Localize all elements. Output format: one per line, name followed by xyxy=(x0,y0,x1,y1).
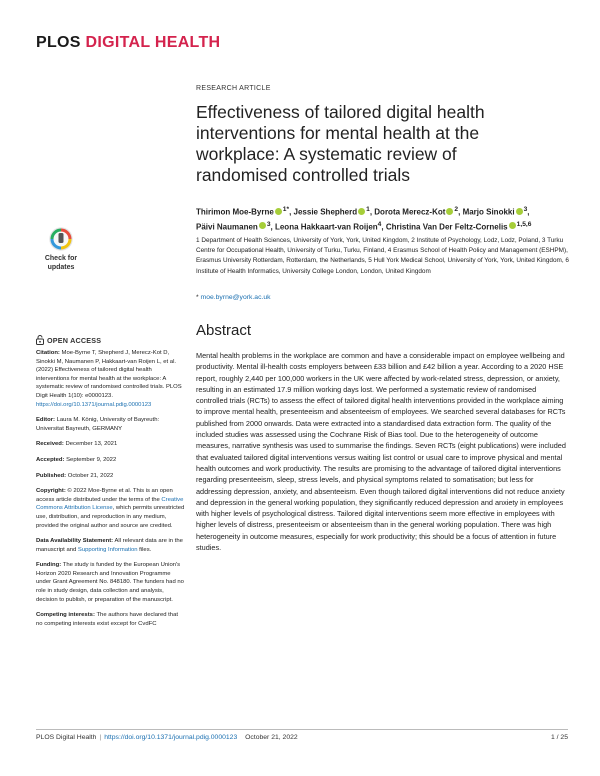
author-sup: 1* xyxy=(282,206,290,213)
check-updates-line1: Check for xyxy=(44,255,78,262)
received-block xyxy=(36,440,186,449)
author[interactable]: Marjo Sinokki xyxy=(462,207,515,217)
funding-block xyxy=(36,561,186,604)
author[interactable]: Thirimon Moe-Byrne xyxy=(196,207,274,217)
author[interactable]: Christina Van Der Feltz-Cornelis xyxy=(385,222,508,232)
copyright-text: © 2022 Moe-Byrne et al. This is an open access article distributed under the terms of the xyxy=(36,488,173,503)
orcid-icon[interactable] xyxy=(259,222,266,229)
footer-date: October 21, 2022 xyxy=(245,734,298,741)
author[interactable]: Päivi Naumanen xyxy=(196,222,258,232)
abstract-body: Mental health problems in the workplace are common and have a considerable impact on employee wellbeing and productivity. Mental ill-health costs employers between £33 billion and £42 billion a year. According to a 2020 HSE report, roughly 2,440 per 100,000 workers in the UK were affected by work-related stress, depression, or anxiety, resulting in an estimated 17.9 million working days lost. We performed a systematic review of randomised controlled trials (RCTs) to assess the effect of tailored digital health interventions provided in the workplace aiming to improve mental health, presenteeism and absenteeism of employees. We searched several databases for RCTs published from 2000 onwards. Data were extracted into a standardised data extraction form. The quality of the included studies was assessed using the Cochrane Risk of Bias tool. Due to the heterogeneity of outcome measures, narrative synthesis was used to summarise the findings. Seven RCTs (eight publications) were included that evaluated tailored digital interventions versus waiting list control or usual care to improve physical and mental health outcomes and work productivity. The results are promising to the advantage of tailored digital interventions regarding presenteeism, sleep, stress levels, and physical symptoms related to somatisation; but less for addressing depression, anxiety, and absenteeism. Even though tailored digital interventions did not reduce anxiety and depression in the general working population, they significantly reduced depression and anxiety in employees with higher levels of psychological distress. Tailored digital interventions seem more effective in employees with higher levels of distress, presenteeism or absenteeism than in the general working population. There was high heterogeneity in outcome measures, especially for work productivity; this should be a focus of attention in future studies. xyxy=(196,351,566,553)
supporting-information-link[interactable]: Supporting Information xyxy=(77,546,138,553)
footer-journal: PLOS Digital Health xyxy=(36,734,97,741)
check-for-updates-badge[interactable] xyxy=(36,227,86,282)
author-list: Thirimon Moe-Byrne $^{1*}$, Jessie Shepherd $^1$, Dorota Merecz-Kot $^2$, Marjo Sinokki $^3$, Päivi Naumanen $^3$, Leona Hakkaart-van Roijen$^4$, Christina Van Der Feltz-Cornelis $^{1,5,6}$ xyxy=(196,206,532,232)
author[interactable]: Leona Hakkaart-van Roijen xyxy=(274,222,378,232)
citation-block xyxy=(36,349,186,409)
orcid-icon[interactable] xyxy=(509,222,516,229)
open-access-label xyxy=(36,335,101,345)
accepted-date: September 9, 2022 xyxy=(66,456,117,463)
author[interactable]: Dorota Merecz-Kot xyxy=(374,207,446,217)
funding-text: The study is funded by the European Union's Horizon 2020 Research and Innovation Programme under Grant Agreement No. 848180. The funders had no role in study design, data collection and analysis, decision to publish, or preparation of the manuscript. xyxy=(36,562,184,603)
data-availability-block xyxy=(36,537,186,554)
open-access-lock-icon xyxy=(36,335,44,345)
plos-logo-text: PLOS xyxy=(36,34,81,51)
author-sup: 2 xyxy=(454,206,459,213)
published-block xyxy=(36,472,186,481)
funding-label: Funding: xyxy=(36,562,62,569)
author-sup: 3 xyxy=(266,220,271,228)
accepted-block xyxy=(36,456,186,465)
orcid-icon[interactable] xyxy=(446,208,453,215)
orcid-icon[interactable] xyxy=(275,208,282,215)
data-availability-text-end: files. xyxy=(139,546,152,553)
editor-label: Editor: xyxy=(36,417,55,424)
author-sup: 1,5,6 xyxy=(516,220,532,228)
published-date: October 21, 2022 xyxy=(67,472,114,479)
abstract-heading: Abstract xyxy=(196,322,252,339)
article-metadata-sidebar xyxy=(36,349,186,635)
copyright-text-end: , which permits unrestricted use, distribution, and reproduction in any medium, provided the original author and source are credited. xyxy=(36,505,185,529)
received-label: Received: xyxy=(36,441,64,448)
data-availability-label: Data Availability Statement: xyxy=(36,538,114,545)
check-for-updates-icon xyxy=(49,227,73,251)
editor-text: Laura M. König, University of Bayreuth: Universitat Bayreuth, GERMANY xyxy=(36,417,160,432)
orcid-icon[interactable] xyxy=(358,208,365,215)
editor-block xyxy=(36,416,186,433)
footer-doi-link[interactable]: https://doi.org/10.1371/journal.pdig.0000123 xyxy=(104,734,238,741)
author[interactable]: Jessie Shepherd xyxy=(293,207,358,217)
page-footer: PLOS Digital Health | https://doi.org/10.1371/journal.pdig.0000123 October 21, 2022 1 / 25 xyxy=(36,734,568,741)
received-date: December 13, 2021 xyxy=(65,441,118,448)
article-title: Effectiveness of tailored digital health interventions for mental health at the workplace: A systematic review of randomised controlled trials xyxy=(196,102,485,185)
copyright-label: Copyright: xyxy=(36,488,66,495)
affiliations: 1 Department of Health Sciences, University of York, York, United Kingdom, 2 Institute of Psychology, Lodz, Lodz, Poland, 3 Turku Centre for Occupational Health, University of Turku, Turku, Finland, 4 Erasmus School of Health Policy and Management (ESHPM), Erasmus University Rotterdam, Rotterdam, the Netherlands, 5 Hull York Medical School, University of York, York, United Kingdom, 6 Institute of Health Informatics, University College London, London, United Kingdom xyxy=(196,237,569,275)
author-sup: 4 xyxy=(377,220,382,228)
journal-header xyxy=(36,34,220,52)
author-sup: 3 xyxy=(523,206,528,213)
journal-name: DIGITAL HEALTH xyxy=(85,34,221,51)
correspondence-email[interactable]: moe.byrne@york.ac.uk xyxy=(200,294,271,301)
page-number: 1 / 25 xyxy=(550,734,568,741)
orcid-icon[interactable] xyxy=(516,208,523,215)
open-access-text: OPEN ACCESS xyxy=(47,335,102,345)
author-sup: 1 xyxy=(366,206,370,213)
copyright-block xyxy=(36,487,186,530)
footer-divider xyxy=(36,729,568,730)
competing-interests-block xyxy=(36,611,186,628)
citation-text: Moe-Byrne T, Shepherd J, Merecz-Kot D, Sinokki M, Naumanen P, Hakkaart-van Roijen L, et al. (2022) Effectiveness of tailored digital health interventions for mental health at the workplace: A systematic review of randomised controlled trials. PLOS Digit Health 1(10): e0000123. xyxy=(36,350,182,399)
article-type: RESEARCH ARTICLE xyxy=(196,85,271,92)
competing-interests-label: Competing interests: xyxy=(36,612,95,619)
license-link[interactable]: Creative Commons Attribution License xyxy=(36,496,184,512)
accepted-label: Accepted: xyxy=(36,456,65,463)
published-label: Published: xyxy=(36,472,67,479)
citation-doi-link[interactable]: https://doi.org/10.1371/journal.pdig.0000123 xyxy=(36,401,152,408)
competing-interests-text: The authors have declared that no competing interests exist except for CvdFC xyxy=(36,612,178,627)
correspondence-star: * xyxy=(196,294,199,301)
citation-label: Citation: xyxy=(36,350,60,356)
check-updates-line2: updates xyxy=(47,263,75,271)
correspondence xyxy=(196,294,271,301)
data-availability-text: All relevant data are in the manuscript and xyxy=(36,538,183,553)
